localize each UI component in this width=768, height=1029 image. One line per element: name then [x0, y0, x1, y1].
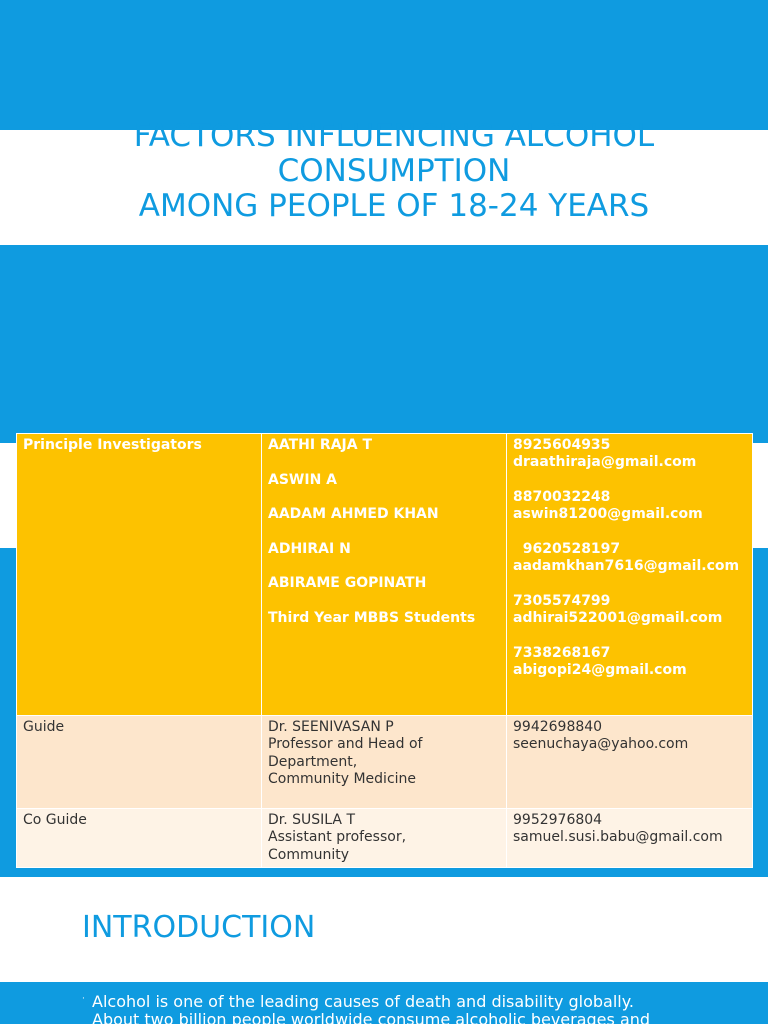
investigator-name: ABIRAME GOPINATH: [268, 575, 427, 592]
guide-name: Dr. SEENIVASAN P: [268, 719, 394, 735]
role-cell: [17, 434, 262, 716]
phone-number: 8870032248: [513, 488, 611, 505]
guide-detail: Community Medicine: [268, 770, 417, 787]
title-line-2: CONSUMPTION: [277, 153, 511, 189]
email-address: abigopi24@gmail.com: [513, 661, 687, 678]
contacts-cell: [507, 809, 753, 868]
email-address: aadamkhan7616@gmail.com: [513, 558, 740, 575]
role-label: Guide: [23, 719, 65, 735]
investigators-table: [16, 433, 753, 868]
table-row-co-guide: [17, 809, 753, 868]
investigator-name: ADHIRAI N: [268, 540, 351, 557]
coguide-name: Dr. SUSILA T: [268, 812, 356, 828]
introduction-heading: INTRODUCTION: [82, 910, 316, 945]
title-line-1: FACTORS INFLUENCING ALCOHOL: [133, 118, 655, 154]
email-address: samuel.susi.babu@gmail.com: [513, 829, 723, 846]
bullet-icon: ·: [82, 994, 85, 1004]
bullet-line: About two billion people worldwide consume alcoholic beverages and: [92, 1010, 651, 1029]
phone-number: 8925604935: [513, 437, 611, 453]
phone-number: 7305574799: [513, 592, 611, 609]
contacts-cell: [507, 716, 753, 809]
coguide-detail: Assistant professor,: [268, 829, 407, 846]
page-title: [0, 119, 768, 224]
investigator-name: AATHI RAJA T: [268, 437, 373, 453]
bullet-line: Alcohol is one of the leading causes of death and disability globally.: [92, 992, 635, 1011]
role-label: Principle Investigators: [23, 437, 202, 453]
role-cell: [17, 716, 262, 809]
email-address: aswin81200@gmail.com: [513, 506, 703, 523]
investigator-name: AADAM AHMED KHAN: [268, 506, 439, 523]
guide-detail: Professor and Head of: [268, 736, 423, 753]
email-address: seenuchaya@yahoo.com: [513, 736, 689, 753]
email-address: adhirai522001@gmail.com: [513, 609, 723, 626]
contacts-cell: [507, 434, 753, 716]
email-address: draathiraja@gmail.com: [513, 454, 697, 471]
guide-detail: Department,: [268, 753, 358, 770]
details-cell: [262, 809, 507, 868]
table-row-principal-investigators: [17, 434, 753, 716]
details-cell: [262, 716, 507, 809]
table-row-guide: [17, 716, 753, 809]
role-cell: [17, 809, 262, 868]
phone-number: 9942698840: [513, 719, 603, 735]
phone-number: 7338268167: [513, 644, 611, 661]
phone-number: 9620528197: [513, 540, 621, 557]
middle-blue-band: [0, 245, 768, 443]
top-blue-band: [0, 0, 768, 130]
investigator-note: Third Year MBBS Students: [268, 609, 476, 626]
phone-number: 9952976804: [513, 812, 603, 828]
title-line-3: AMONG PEOPLE OF 18-24 YEARS: [138, 188, 650, 224]
coguide-detail: Community: [268, 846, 350, 863]
role-label: Co Guide: [23, 812, 87, 828]
investigator-name: ASWIN A: [268, 471, 337, 488]
names-cell: [262, 434, 507, 716]
